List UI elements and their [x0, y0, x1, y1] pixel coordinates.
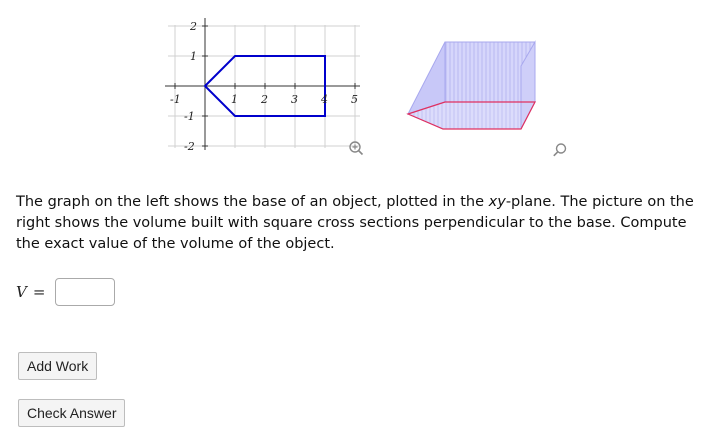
equals-sign: = — [32, 283, 46, 301]
base-graph — [160, 10, 370, 160]
plane-name: xy — [488, 194, 506, 210]
answer-input[interactable] — [55, 278, 115, 306]
x-tick-label: -1 — [170, 93, 181, 106]
y-tick-label: 2 — [190, 20, 197, 33]
answer-variable: V — [16, 283, 27, 301]
volume-picture — [400, 36, 580, 158]
problem-text-start: The graph on the left shows the base of an object, plotted in the — [16, 194, 489, 210]
x-tick-label: 3 — [291, 93, 298, 106]
y-tick-label: 1 — [190, 50, 197, 63]
x-tick-label: 4 — [321, 93, 328, 106]
check-answer-button[interactable]: Check Answer — [18, 399, 125, 427]
add-work-button[interactable]: Add Work — [18, 352, 97, 380]
x-tick-label: 2 — [261, 93, 268, 106]
x-tick-label: 1 — [231, 93, 238, 106]
problem-text — [16, 192, 706, 255]
axes — [165, 18, 360, 150]
problem-text-end: -plane. The picture on the right shows the volume built with square cross sections perpendicular to the base. Compute the exact value of the volume of the object. — [16, 194, 694, 252]
zoom-in-icon[interactable] — [348, 140, 364, 156]
answer-row — [16, 276, 115, 308]
magnifier-icon[interactable] — [552, 142, 568, 158]
y-tick-label: -2 — [184, 140, 195, 153]
x-tick-label: 5 — [351, 93, 358, 106]
y-tick-label: -1 — [184, 110, 195, 123]
